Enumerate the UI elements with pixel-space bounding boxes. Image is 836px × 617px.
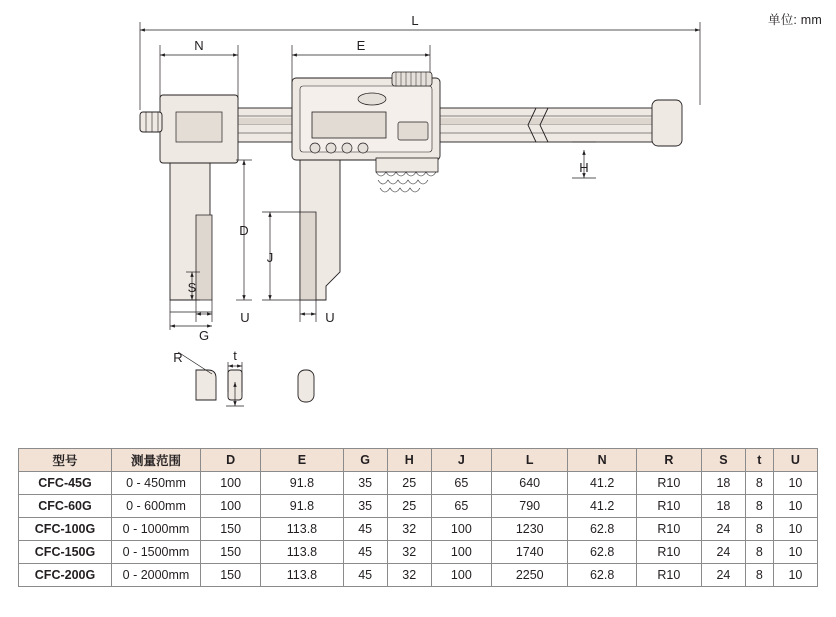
cell-t: 8 bbox=[745, 518, 773, 541]
cell-range: 0 - 1000mm bbox=[112, 518, 201, 541]
cell-g: 35 bbox=[343, 495, 387, 518]
cell-model: CFC-60G bbox=[19, 495, 112, 518]
label-L: L bbox=[411, 13, 419, 28]
cell-u: 10 bbox=[773, 518, 817, 541]
header-cell: U bbox=[773, 449, 817, 472]
cell-r: R10 bbox=[636, 518, 701, 541]
header-cell: R bbox=[636, 449, 701, 472]
cell-l: 1740 bbox=[491, 541, 567, 564]
cell-t: 8 bbox=[745, 472, 773, 495]
cell-u: 10 bbox=[773, 495, 817, 518]
cell-g: 45 bbox=[343, 541, 387, 564]
cell-range: 0 - 450mm bbox=[112, 472, 201, 495]
cell-l: 790 bbox=[491, 495, 567, 518]
header-cell: J bbox=[431, 449, 491, 472]
label-R: R bbox=[173, 350, 183, 365]
label-G: G bbox=[198, 328, 210, 343]
cell-e: 91.8 bbox=[261, 472, 343, 495]
cell-j: 100 bbox=[431, 518, 491, 541]
cell-n: 62.8 bbox=[568, 518, 636, 541]
header-cell: L bbox=[491, 449, 567, 472]
cell-j: 100 bbox=[431, 541, 491, 564]
cell-n: 62.8 bbox=[568, 541, 636, 564]
cell-n: 41.2 bbox=[568, 495, 636, 518]
cell-d: 100 bbox=[201, 495, 261, 518]
cell-d: 150 bbox=[201, 518, 261, 541]
cell-model: CFC-45G bbox=[19, 472, 112, 495]
specification-table-wrapper bbox=[18, 448, 818, 587]
cell-e: 113.8 bbox=[261, 518, 343, 541]
header-cell: t bbox=[745, 449, 773, 472]
cell-r: R10 bbox=[636, 564, 701, 587]
cell-range: 0 - 1500mm bbox=[112, 541, 201, 564]
cell-model: CFC-150G bbox=[19, 541, 112, 564]
label-N: N bbox=[194, 38, 204, 53]
cell-d: 100 bbox=[201, 472, 261, 495]
cell-s: 24 bbox=[701, 564, 745, 587]
cell-r: R10 bbox=[636, 495, 701, 518]
cell-u: 10 bbox=[773, 564, 817, 587]
header-cell: N bbox=[568, 449, 636, 472]
label-D: D bbox=[239, 223, 249, 238]
header-cell: S bbox=[701, 449, 745, 472]
table-row bbox=[19, 495, 818, 518]
cell-l: 2250 bbox=[491, 564, 567, 587]
cell-u: 10 bbox=[773, 541, 817, 564]
table-header-row bbox=[19, 449, 818, 472]
specification-table bbox=[18, 448, 818, 587]
cell-d: 150 bbox=[201, 564, 261, 587]
label-U-left: U bbox=[240, 310, 250, 325]
cell-g: 45 bbox=[343, 518, 387, 541]
cell-s: 24 bbox=[701, 518, 745, 541]
header-cell: H bbox=[387, 449, 431, 472]
cell-h: 32 bbox=[387, 564, 431, 587]
header-cell: G bbox=[343, 449, 387, 472]
cell-l: 640 bbox=[491, 472, 567, 495]
cell-model: CFC-200G bbox=[19, 564, 112, 587]
cell-j: 65 bbox=[431, 472, 491, 495]
cell-j: 100 bbox=[431, 564, 491, 587]
cell-range: 0 - 2000mm bbox=[112, 564, 201, 587]
header-cell: 测量范围 bbox=[112, 449, 201, 472]
cell-g: 35 bbox=[343, 472, 387, 495]
cell-s: 24 bbox=[701, 541, 745, 564]
header-cell: D bbox=[201, 449, 261, 472]
label-E: E bbox=[356, 38, 366, 53]
table-row bbox=[19, 518, 818, 541]
cell-g: 45 bbox=[343, 564, 387, 587]
cell-e: 91.8 bbox=[261, 495, 343, 518]
table-row bbox=[19, 472, 818, 495]
cell-s: 18 bbox=[701, 495, 745, 518]
cell-h: 32 bbox=[387, 518, 431, 541]
cell-n: 62.8 bbox=[568, 564, 636, 587]
label-U-right: U bbox=[325, 310, 335, 325]
label-t: t bbox=[233, 348, 237, 363]
table-row bbox=[19, 564, 818, 587]
header-cell: E bbox=[261, 449, 343, 472]
cell-r: R10 bbox=[636, 472, 701, 495]
cell-e: 113.8 bbox=[261, 564, 343, 587]
cell-t: 8 bbox=[745, 564, 773, 587]
cell-d: 150 bbox=[201, 541, 261, 564]
cell-r: R10 bbox=[636, 541, 701, 564]
cell-l: 1230 bbox=[491, 518, 567, 541]
header-cell: 型号 bbox=[19, 449, 112, 472]
label-J: J bbox=[266, 250, 274, 265]
cell-e: 113.8 bbox=[261, 541, 343, 564]
table-row bbox=[19, 541, 818, 564]
label-S: S bbox=[187, 280, 197, 295]
cell-n: 41.2 bbox=[568, 472, 636, 495]
cell-h: 25 bbox=[387, 495, 431, 518]
cell-h: 25 bbox=[387, 472, 431, 495]
cell-j: 65 bbox=[431, 495, 491, 518]
cell-s: 18 bbox=[701, 472, 745, 495]
cell-range: 0 - 600mm bbox=[112, 495, 201, 518]
unit-note: 单位: mm bbox=[768, 13, 822, 27]
cell-t: 8 bbox=[745, 495, 773, 518]
cell-t: 8 bbox=[745, 541, 773, 564]
label-H: H bbox=[579, 160, 589, 175]
cell-model: CFC-100G bbox=[19, 518, 112, 541]
cell-u: 10 bbox=[773, 472, 817, 495]
cell-h: 32 bbox=[387, 541, 431, 564]
